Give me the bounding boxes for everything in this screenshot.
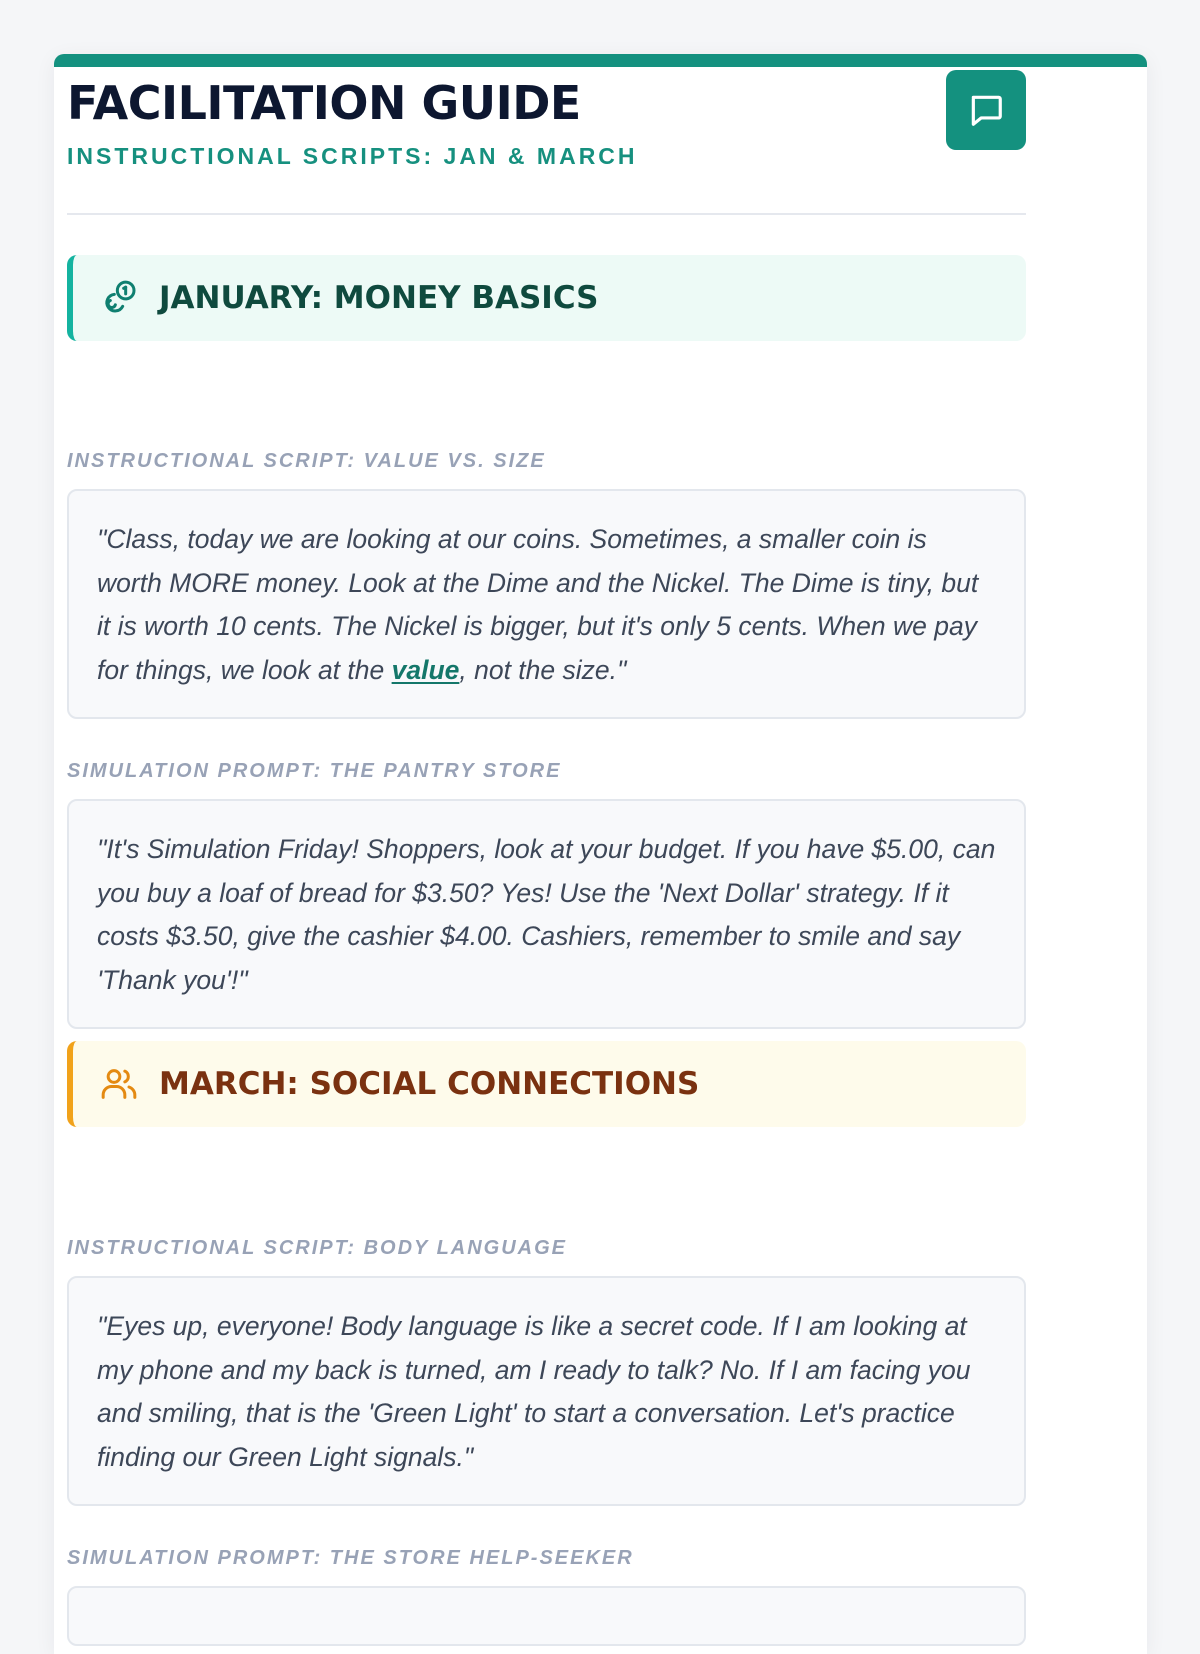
section-title-march: MARCH: SOCIAL CONNECTIONS [159,1066,700,1102]
page-title: FACILITATION GUIDE [67,76,581,130]
script-text: "Eyes up, everyone! Body language is like a secret code. If I am looking at my phone and my back is turned, am I ready to talk? No. If I am facing you and smiling, that is the 'Green Light' to start a conversation. Let's practice finding our Green Light signals." [97,1311,971,1472]
chat-button[interactable] [946,70,1026,150]
block-label: INSTRUCTIONAL SCRIPT: VALUE VS. SIZE [67,450,546,472]
script-keyword: value [391,654,460,685]
block-label: SIMULATION PROMPT: THE PANTRY STORE [67,760,562,782]
section-title-january: JANUARY: MONEY BASICS [159,280,599,316]
chat-bubble-icon [967,91,1005,129]
page-subtitle: INSTRUCTIONAL SCRIPTS: JAN & MARCH [67,143,638,169]
script-box [67,1276,1026,1506]
script-box [67,1586,1026,1646]
script-text: "It's Simulation Friday! Shoppers, look at your budget. If you have $5.00, can you buy a loaf of bread for $3.50? Yes! Use the 'Next Dollar' strategy. If it costs $3.50, give the cashier $4.00. Cashiers, remember to smile and say 'Thank you'!" [97,834,996,995]
script-text: , not the size." [459,654,627,685]
users-icon [99,1064,139,1104]
page-header [67,70,1026,214]
section-header-january [67,255,1026,341]
header-divider [67,213,1026,215]
script-box [67,799,1026,1029]
script-box [67,489,1026,719]
section-header-march [67,1041,1026,1127]
coins-icon [99,278,139,318]
script-text: "Class, today we are looking at our coins. Sometimes, a smaller coin is worth MORE money. Look at the Dime and the Nickel. The Dime is tiny, but it is worth 10 cents. The Nickel is bigger, but it's only 5 cents. When we pay for things, we look at the [97,524,979,685]
block-label: INSTRUCTIONAL SCRIPT: BODY LANGUAGE [67,1237,568,1259]
block-label: SIMULATION PROMPT: THE STORE HELP-SEEKER [67,1547,634,1569]
